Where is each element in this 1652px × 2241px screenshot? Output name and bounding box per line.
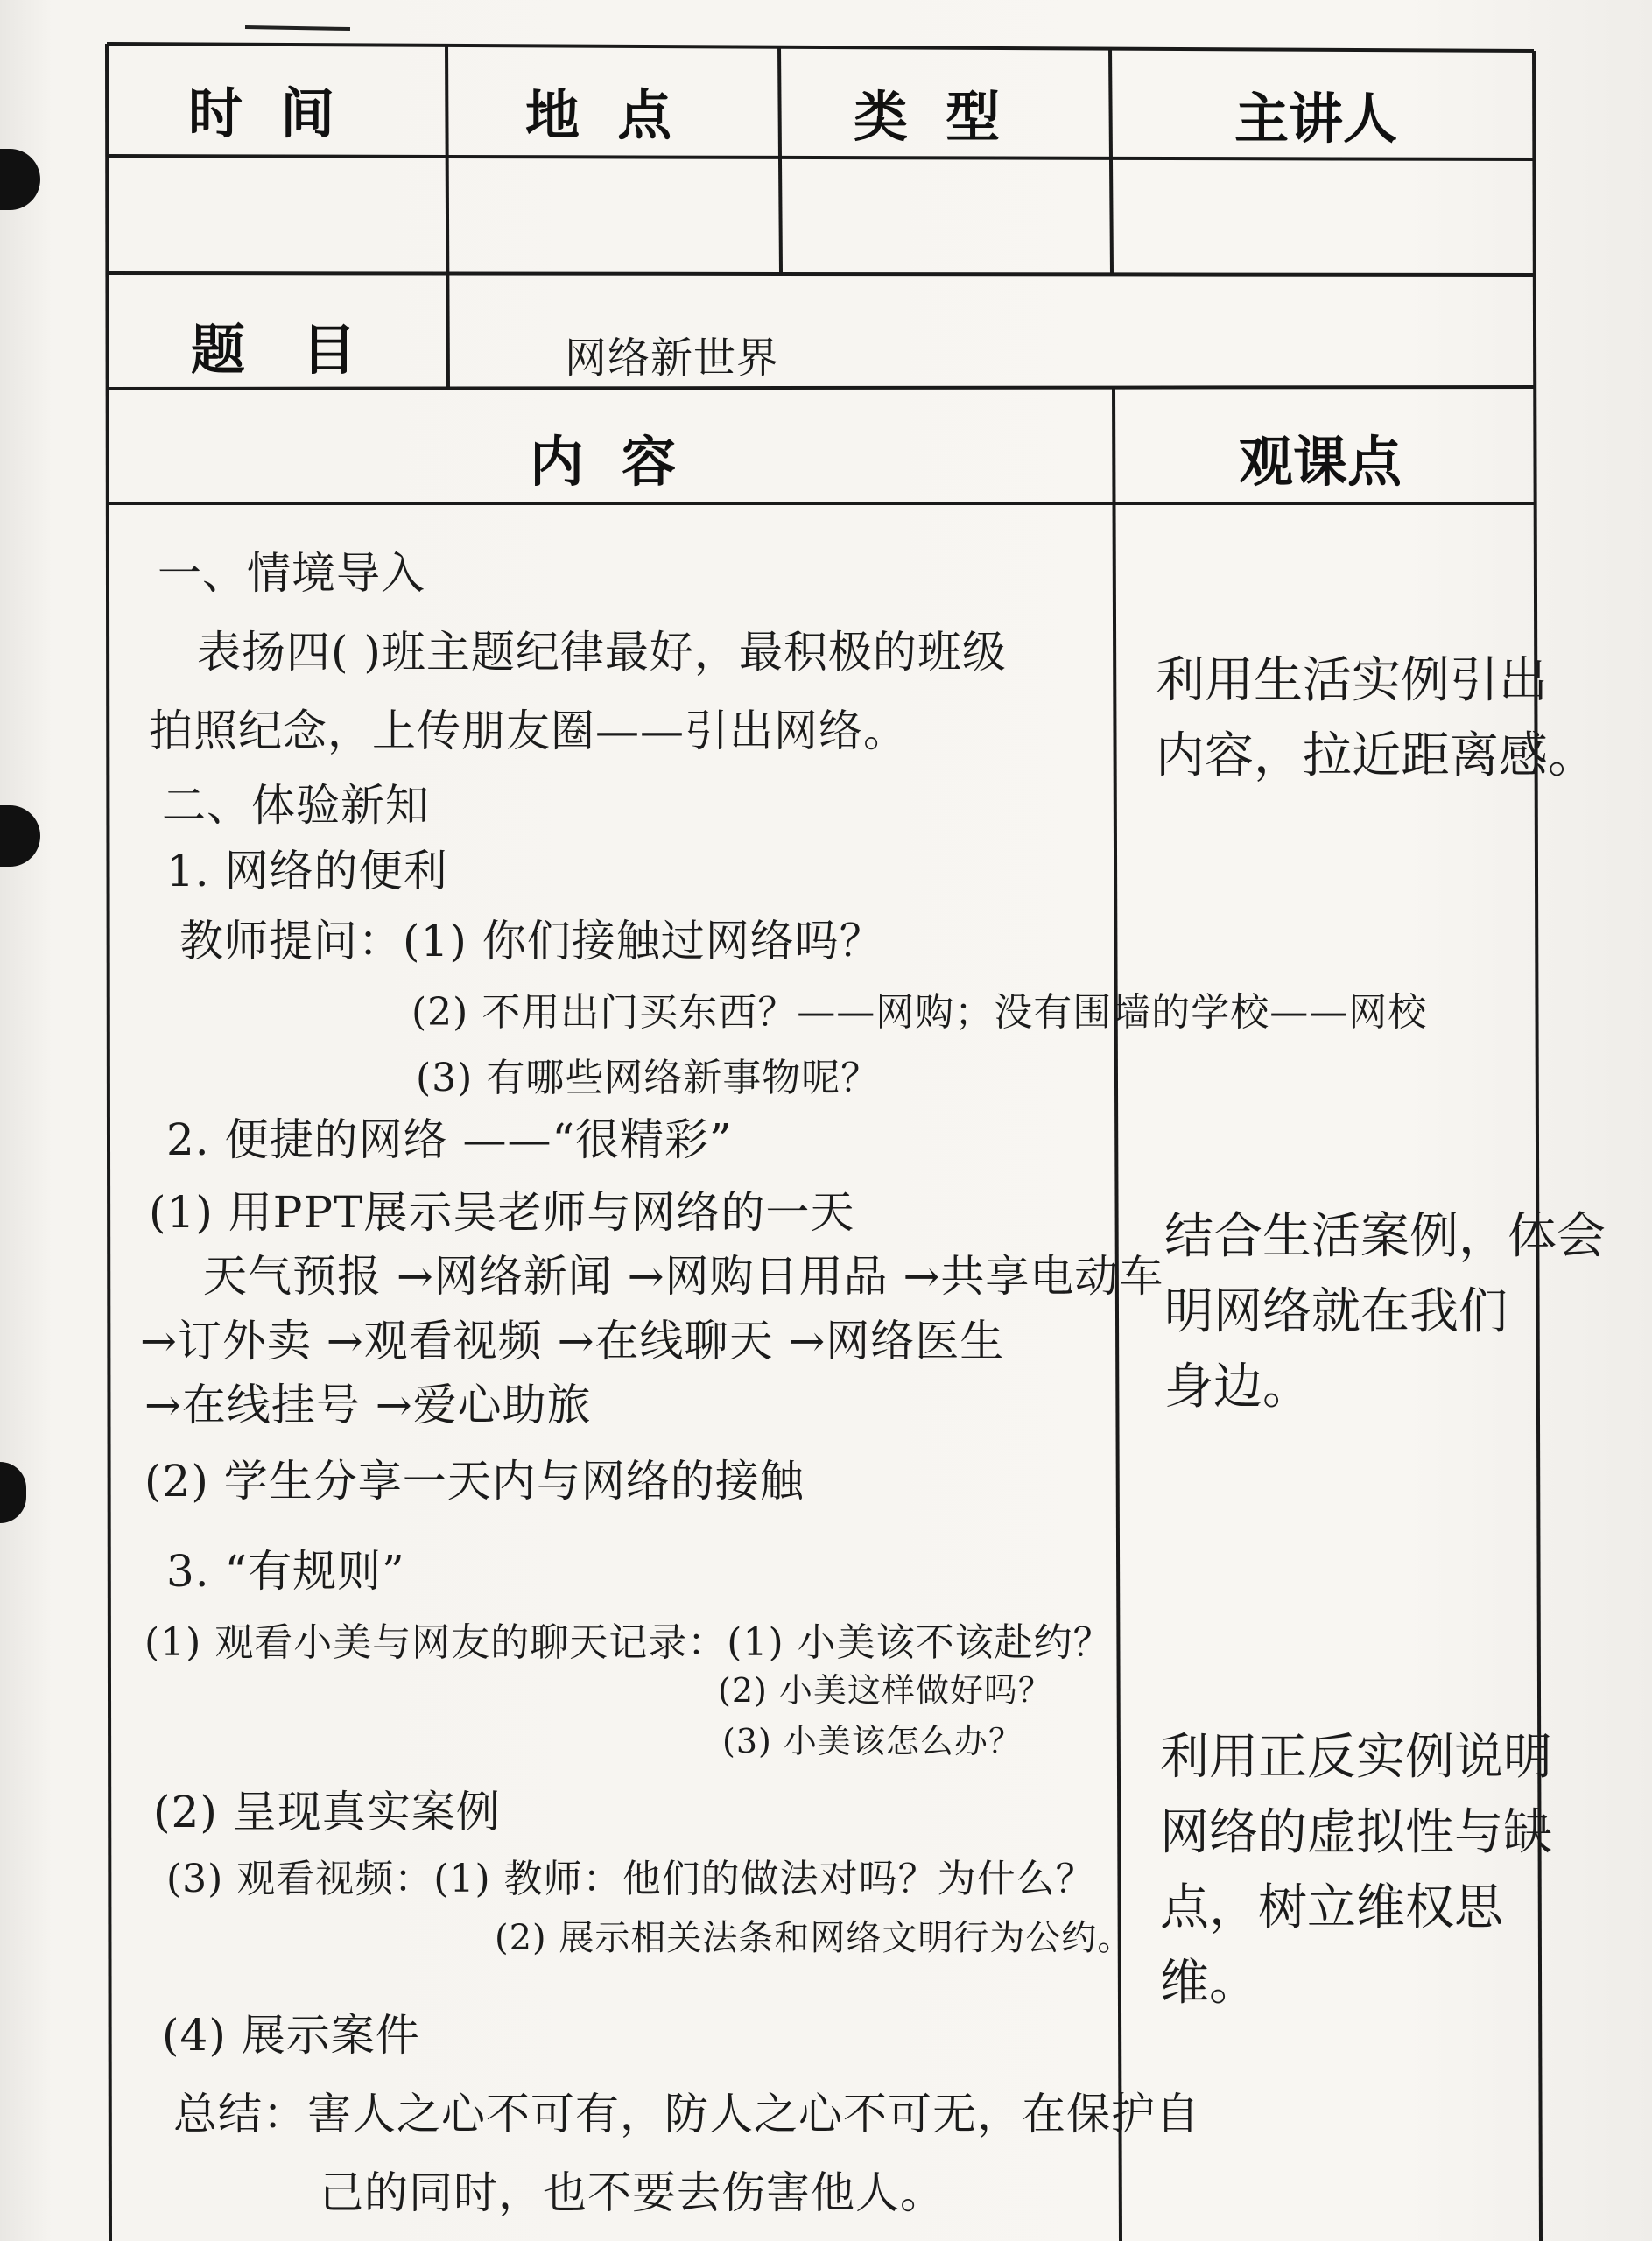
content-line: 教师提问：(1) 你们接触过网络吗？: [179, 916, 884, 966]
content-line: 二、体验新知: [162, 780, 430, 831]
observation-line: 内容，拉近距离感。: [1156, 727, 1597, 784]
content-line: (1) 用PPT展示吴老师与网络的一天: [149, 1187, 855, 1238]
observation-line: 利用正反实例说明: [1160, 1729, 1552, 1786]
content-line: 1. 网络的便利: [166, 846, 448, 896]
observation-line: 网络的虚拟性与缺: [1160, 1804, 1552, 1861]
content-line: (3) 观看视频：(1) 教师：他们的做法对吗？为什么？: [166, 1857, 1095, 1901]
observation-line: 身边。: [1164, 1359, 1311, 1416]
observation-line: 点，树立维权思: [1160, 1879, 1503, 1936]
content-line: 拍照纪念，上传朋友圈——引出网络。: [149, 706, 908, 756]
content-line: (2) 展示相关法条和网络文明行为公约。: [495, 1918, 1134, 1958]
content-line: →在线挂号 →爱心助旅: [144, 1380, 592, 1430]
content-line: (2) 呈现真实案例: [153, 1787, 501, 1837]
observation-line: 结合生活案例，体会: [1164, 1208, 1606, 1265]
header-type-label: 类 型: [854, 85, 1001, 149]
content-line: (1) 观看小美与网友的聊天记录：(1) 小美该不该赴约？: [144, 1620, 1113, 1665]
observation-line: 明网络就在我们: [1164, 1283, 1508, 1340]
observation-note: [1156, 643, 1597, 794]
observation-line: 利用生活实例引出: [1156, 652, 1548, 709]
content-line: 总结：害人之心不可有，防人之心不可无，在保护自: [173, 2089, 1200, 2139]
content-line: 表扬四( )班主题纪律最好，最积极的班级: [197, 627, 1007, 678]
content-line: →订外卖 →观看视频 →在线聊天 →网络医生: [140, 1316, 1005, 1366]
content-line: 己的同时，也不要去伤害他人。: [320, 2167, 945, 2218]
content-line: (3) 有哪些网络新事物呢？: [416, 1056, 881, 1100]
header-speaker-label: 主讲人: [1234, 87, 1398, 151]
content-line: (3) 小美该怎么办？: [722, 1722, 1023, 1760]
content-line: 3. “有规则”: [166, 1546, 405, 1597]
content-line: (2) 小美这样做好吗？: [718, 1671, 1052, 1710]
observation-column-title: 观课点: [1239, 430, 1402, 494]
content-line: 一、情境导入: [158, 548, 425, 599]
content-line: (2) 不用出门买东西？——网购；没有围墙的学校——网校: [411, 990, 1428, 1035]
topic-value: 网络新世界: [565, 334, 780, 383]
observation-note: [1160, 1720, 1552, 2021]
observation-note: [1164, 1199, 1606, 1425]
content-line: 天气预报 →网络新闻 →网购日用品 →共享电动车: [203, 1251, 1164, 1302]
content-column-title: 内 容: [530, 430, 677, 494]
content-line: 2. 便捷的网络 ——“很精彩”: [166, 1114, 733, 1165]
content-line: (4) 展示案件: [162, 2010, 420, 2061]
observation-line: 维。: [1160, 1955, 1258, 2012]
header-place-label: 地 点: [525, 83, 672, 147]
content-line: (2) 学生分享一天内与网络的接触: [144, 1456, 805, 1507]
header-topic-label: 题 目: [191, 318, 356, 382]
header-time-label: 时 间: [188, 81, 335, 145]
